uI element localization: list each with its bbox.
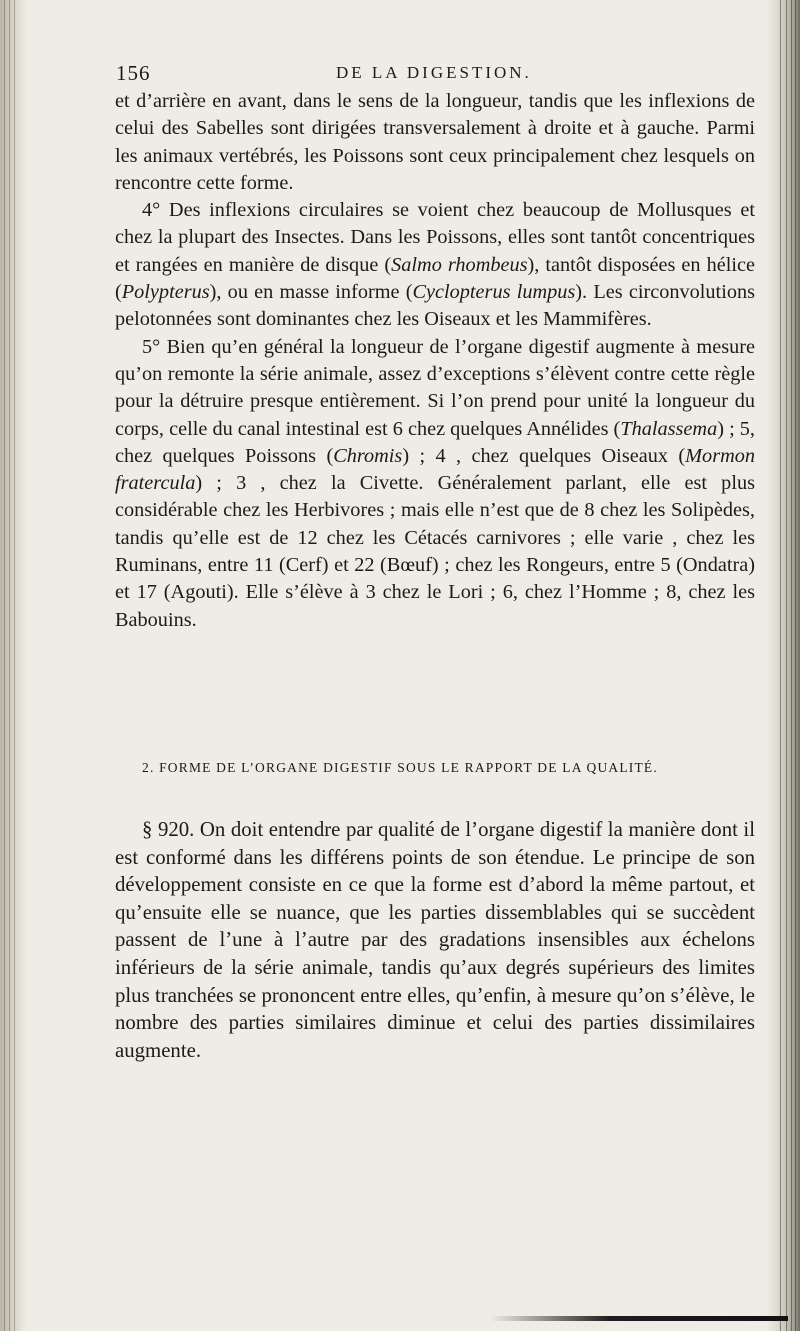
paragraph-p-continuation: [115, 88, 755, 197]
text-run: ). Les circonvolutions pelotonnées sont dominantes chez les Oiseaux et les Mammifères.: [115, 281, 755, 331]
text-run: ), ou en masse informe (: [209, 281, 413, 304]
text-run: 4° Des inflexions circulaires se voient chez beaucoup de Mollusques et chez la plupart des Insectes. Dans les Poissons, elles sont tantôt concentriques et rangées en manière de disque (: [115, 199, 755, 276]
section-heading: 2. FORME DE L’ORGANE DIGESTIF SOUS LE RAPPORT DE LA QUALITÉ.: [142, 760, 658, 775]
paragraph-p-5: [115, 334, 755, 634]
italic-term: Thalassema: [620, 417, 718, 440]
text-run: § 920. On doit entendre par qualité de l’organe digestif la manière dont il est conformé dans les différens points de son étendue. Le principe de son développement consiste en ce que la forme est d’abord la même partout, et qu’ensuite elle se nuance, que les parties dissemblables qui se succèdent passent de l’une à l’autre par des gradations insensibles aux échelons inférieurs de la série animale, tandis qu’aux degrés supérieurs des limites plus tranchées se prononcent entre elles, qu’enfin, à mesure qu’on s’élève, le nombre des parties similaires diminue et celui des parties dissimilaires augmente.: [115, 818, 755, 1062]
paragraph-p-4: [115, 197, 755, 333]
text-run: ) ; 3 , chez la Civette. Généralement parlant, elle est plus considérable chez les Herbivores ; mais elle n’est que de 8 chez les Solipèdes, tandis qu’elle est de 12 chez les Cétacés carnivores ; elle varie , chez les Ruminans, entre 11 (Cerf) et 22 (Bœuf) ; chez les Rongeurs, entre 5 (Ondatra) et 17 (Agouti). Elle s’élève à 3 chez le Lori ; 6, chez l’Homme ; 8, chez les Babouins.: [115, 472, 755, 631]
paragraph-p-920: [115, 816, 755, 1064]
italic-term: Cyclopterus lumpus: [412, 281, 576, 304]
page-number: 156: [116, 61, 151, 85]
body-text-upper: [115, 88, 755, 634]
running-title: DE LA DIGESTION.: [336, 63, 532, 82]
italic-term: Chromis: [333, 444, 403, 467]
body-text-lower: [115, 816, 755, 1064]
text-run: ) ; 5, chez quelques Poissons (: [115, 417, 756, 467]
text-run: ), tantôt disposées en hélice (: [115, 253, 756, 304]
page-header: [116, 58, 756, 88]
text-run: 5° Bien qu’en général la longueur de l’organe digestif augmente à mesure qu’on remonte la série animale, assez d’exceptions s’élèvent contre cette règle pour la détruire presque entièrement. Si l’on prend pour unité la longueur du corps, celle du canal intestinal est 6 chez quelques Annélides (: [115, 335, 755, 440]
italic-term: Salmo rhombeus: [391, 253, 528, 276]
italic-term: Polypterus: [121, 281, 210, 304]
text-run: et d’arrière en avant, dans le sens de la longueur, tandis que les inflexions de celui des Sabelles sont dirigées transversalement à droite et à gauche. Parmi les animaux vertébrés, les Poissons sont ceux principalement chez lesquels on rencontre cette forme.: [115, 90, 755, 194]
italic-term: Mormon fratercula: [115, 444, 756, 495]
text-run: ) ; 4 , chez quelques Oiseaux (: [402, 444, 686, 467]
